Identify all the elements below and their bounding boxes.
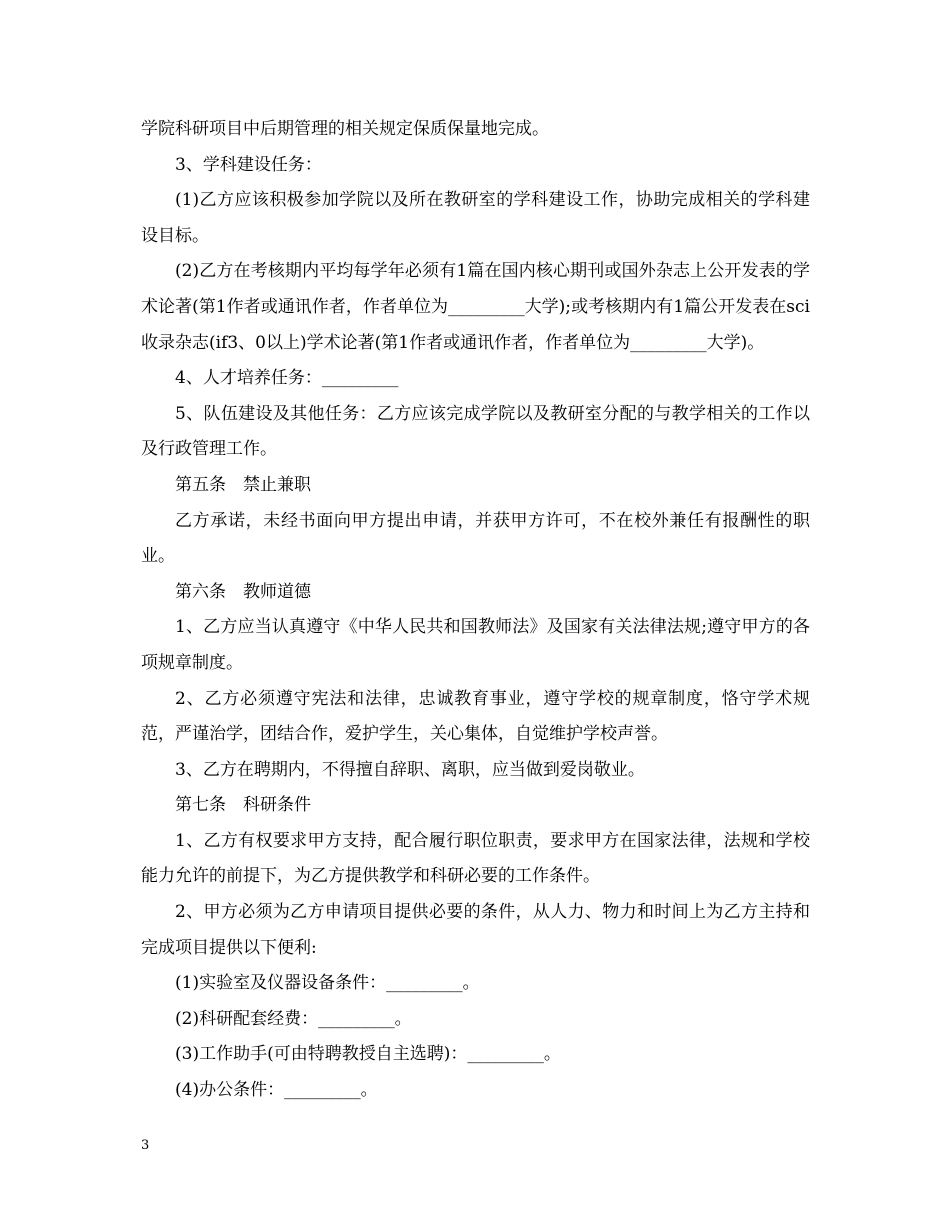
paragraph: 1、乙方应当认真遵守《中华人民共和国教师法》及国家有关法律法规;遵守甲方的各项规章制度。	[141, 617, 810, 673]
paragraph: 5、队伍建设及其他任务：乙方应该完成学院以及教研室分配的与教学相关的工作以及行政管理工作。	[141, 403, 810, 460]
list-item: (2)科研配套经费：_________。	[175, 1008, 412, 1029]
article-heading: 第五条 禁止兼职	[175, 474, 311, 495]
list-item: (4)办公条件：_________。	[175, 1080, 378, 1101]
paragraph: 学院科研项目中后期管理的相关规定保质保量地完成。	[141, 119, 549, 139]
paragraph: (2)乙方在考核期内平均每学年必须有1篇在国内核心期刊或国外杂志上公开发表的学术论著(第1作者或通讯作者，作者单位为_________大学);或考核期内有1篇公开发表在sci收录杂志(if3、0以上)学术论著(第1作者或通讯作者，作者单位为_________大学)。	[141, 261, 810, 353]
paragraph: 4、人才培养任务：_________	[175, 368, 399, 389]
section-heading: 3、学科建设任务：	[175, 154, 322, 175]
list-item: (3)工作助手(可由特聘教授自主选聘)：_________。	[175, 1044, 561, 1065]
paragraph: 乙方承诺，未经书面向甲方提出申请，并获甲方许可，不在校外兼任有报酬性的职业。	[141, 510, 810, 567]
article-heading: 第六条 教师道德	[175, 581, 311, 602]
paragraph: 3、乙方在聘期内，不得擅自辞职、离职，应当做到爱岗敬业。	[175, 759, 645, 780]
article-heading: 第七条 科研条件	[175, 795, 311, 816]
paragraph: (1)乙方应该积极参加学院以及所在教研室的学科建设工作，协助完成相关的学科建设目标。	[141, 190, 810, 246]
list-item: (1)实验室及仪器设备条件：_________。	[175, 973, 480, 994]
document-body	[141, 112, 810, 1109]
paragraph: 1、乙方有权要求甲方支持，配合履行职位职责，要求甲方在国家法律，法规和学校能力允许的前提下，为乙方提供教学和科研必要的工作条件。	[141, 830, 810, 887]
paragraph: 2、甲方必须为乙方申请项目提供必要的条件，从人力、物力和时间上为乙方主持和完成项目提供以下便利:	[141, 902, 810, 958]
page-number: 3	[141, 1138, 150, 1153]
paragraph: 2、乙方必须遵守宪法和法律，忠诚教育事业，遵守学校的规章制度，恪守学术规范，严谨治学，团结合作，爱护学生，关心集体，自觉维护学校声誉。	[141, 688, 810, 745]
